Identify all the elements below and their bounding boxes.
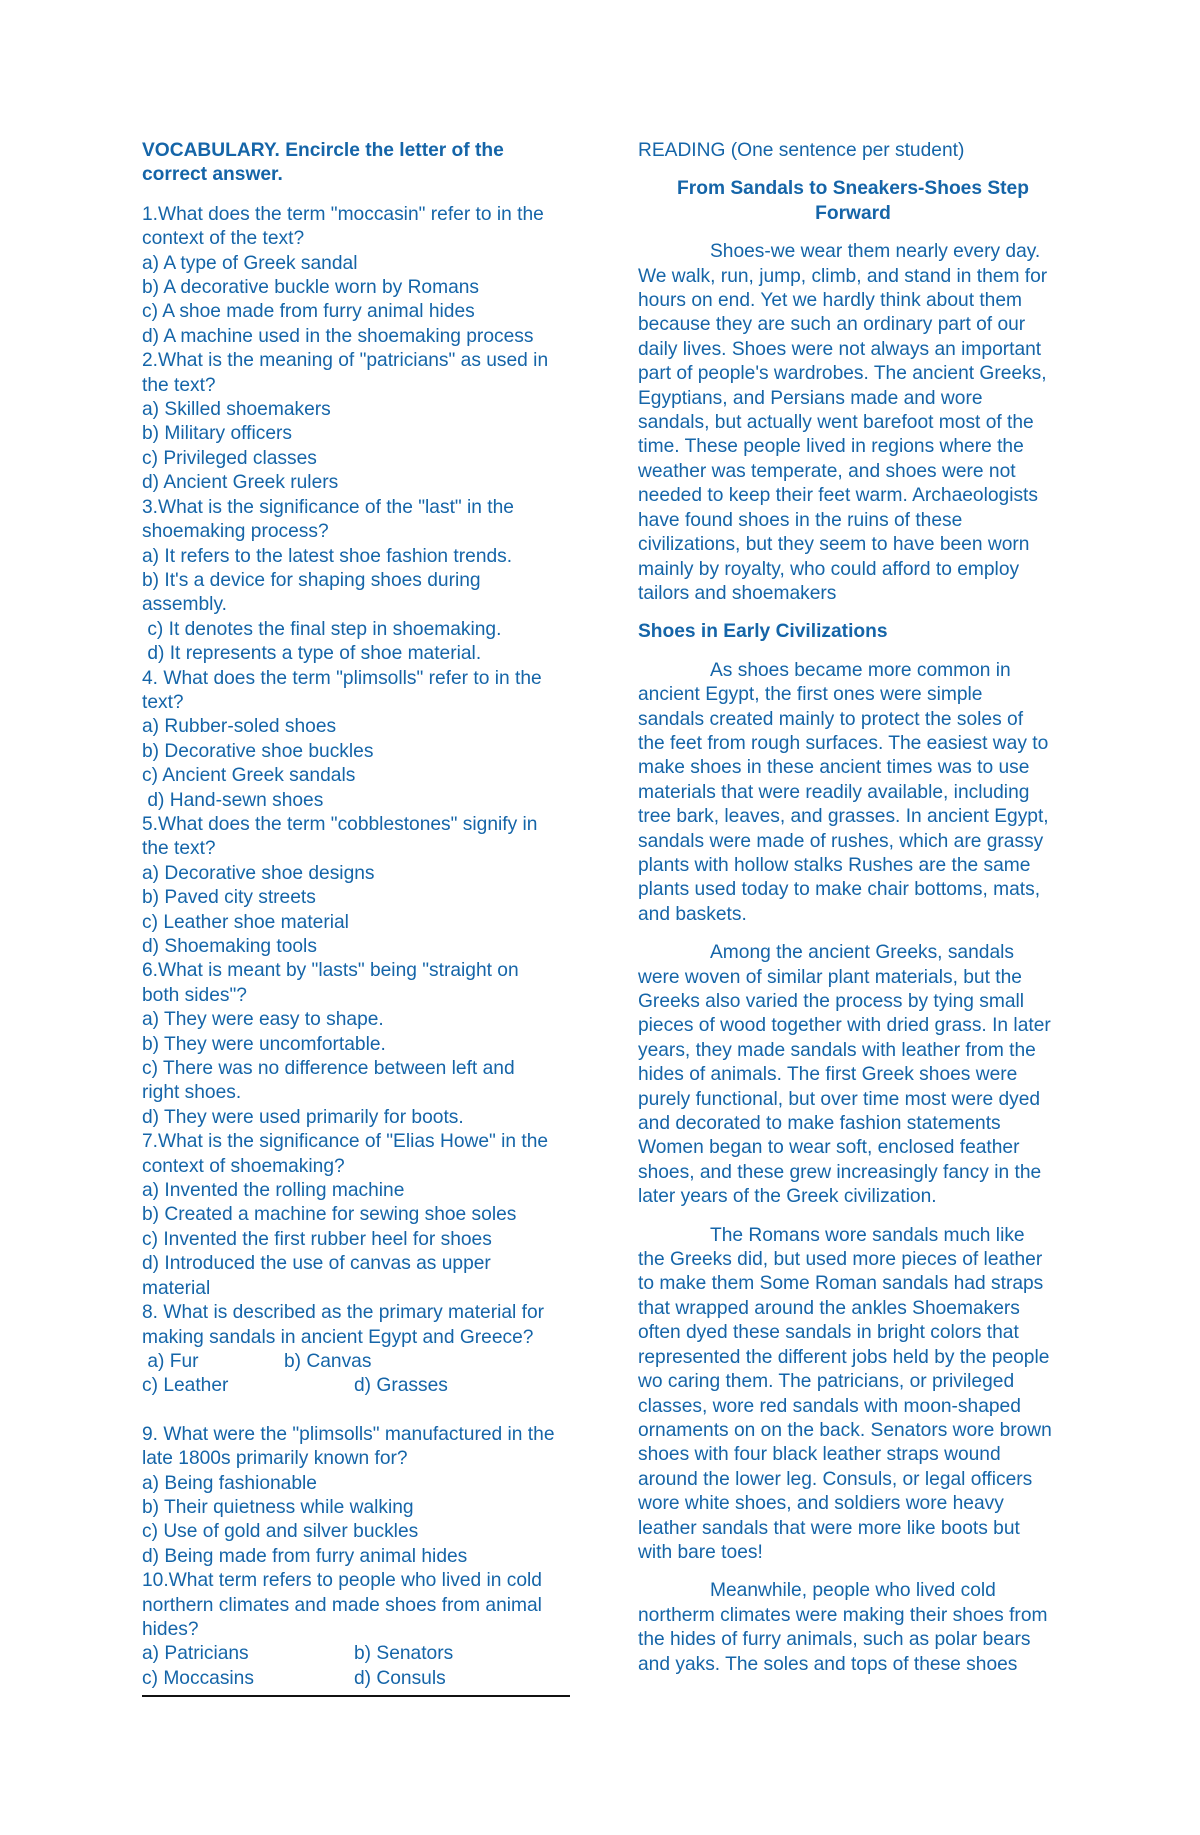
question-9 bbox=[142, 1423, 570, 1569]
answer-option: c) Leather bbox=[142, 1375, 229, 1397]
answer-option: c) Use of gold and silver buckles bbox=[142, 1521, 419, 1543]
question-stem: context of shoemaking? bbox=[142, 1155, 345, 1177]
answer-option: b) Their quietness while walking bbox=[142, 1496, 414, 1518]
answer-row bbox=[142, 1350, 570, 1374]
answer-option: a) Invented the rolling machine bbox=[142, 1180, 405, 1202]
answer-option: c) There was no difference between left and bbox=[142, 1058, 515, 1080]
answer-option: d) Hand-sewn shoes bbox=[142, 789, 324, 811]
reading-paragraph-3: Among the ancient Greeks, sandals were woven of similar plant materials, but the Greeks also varied the process by tying small pieces of wood together with dried grass. In later years, they made sandals with leather from the hides of animals. The first Greek shoes were purely functional, but over time most were dyed and decorated to make fashion statements Women began to wear soft, enclosed feather shoes, and these grew increasingly fancy in the later years of the Greek civilization. bbox=[638, 942, 1051, 1208]
reading-title: From Sandals to Sneakers-Shoes Step Forward bbox=[677, 178, 1029, 224]
answer-option: b) Decorative shoe buckles bbox=[142, 740, 374, 762]
answer-row bbox=[142, 1374, 570, 1398]
answer-option: b) Senators bbox=[354, 1643, 454, 1665]
question-stem: 6.What is meant by "lasts" being "straight on bbox=[142, 960, 519, 982]
reading-paragraph-5: Meanwhile, people who lived cold northerm climates were making their shoes from the hides of furry animals, such as polar bears and yaks. The soles and tops of these shoes bbox=[638, 1580, 1048, 1675]
question-stem: context of the text? bbox=[142, 228, 305, 250]
answer-option: a) They were easy to shape. bbox=[142, 1009, 384, 1031]
answer-option: c) Moccasins bbox=[142, 1667, 254, 1689]
answer-option: a) A type of Greek sandal bbox=[142, 252, 358, 274]
answer-option: b) They were uncomfortable. bbox=[142, 1033, 386, 1055]
answer-option: d) Consuls bbox=[354, 1667, 446, 1689]
answer-option: d) They were used primarily for boots. bbox=[142, 1106, 464, 1128]
answer-option: d) Shoemaking tools bbox=[142, 936, 317, 957]
answer-option: material bbox=[142, 1277, 211, 1299]
answer-option: a) Rubber-soled shoes bbox=[142, 716, 337, 738]
question-stem: 5.What does the term "cobblestones" signify in bbox=[142, 813, 538, 835]
answer-option: a) Decorative shoe designs bbox=[142, 862, 375, 884]
vocabulary-heading: VOCABULARY. Encircle the letter of the correct answer. bbox=[142, 140, 504, 186]
question-stem: late 1800s primarily known for? bbox=[142, 1448, 408, 1470]
answer-option: d) A machine used in the shoemaking process bbox=[142, 325, 534, 347]
answer-option: c) Leather shoe material bbox=[142, 911, 349, 933]
answer-option: a) Patricians bbox=[142, 1643, 249, 1665]
question-2 bbox=[142, 349, 570, 495]
answer-option: d) Grasses bbox=[354, 1375, 448, 1397]
question-8 bbox=[142, 1301, 570, 1399]
answer-option: d) Ancient Greek rulers bbox=[142, 472, 339, 494]
answer-option: b) A decorative buckle worn by Romans bbox=[142, 277, 480, 299]
question-stem: 9. What were the "plimsolls" manufactured in the bbox=[142, 1423, 555, 1445]
answer-option: c) It denotes the final step in shoemaking. bbox=[142, 618, 502, 640]
question-stem: 7.What is the significance of "Elias Howe" in the bbox=[142, 1131, 549, 1153]
answer-option: b) It's a device for shaping shoes during bbox=[142, 569, 481, 591]
answer-option: a) It refers to the latest shoe fashion trends. bbox=[142, 545, 513, 567]
answer-option: a) Skilled shoemakers bbox=[142, 399, 331, 421]
question-stem: 10.What term refers to people who lived in cold bbox=[142, 1570, 542, 1592]
reading-paragraph-2: As shoes became more common in ancient Egypt, the first ones were simple sandals created mainly to protect the soles of the feet from rough surfaces. The easiest way to make shoes in these ancient times was to use materials that were readily available, including tree bark, leaves, and grasses. In ancient Egypt, sandals were made of rushes, which are grassy plants with hollow stalks Rushes are the same plants used today to make chair bottoms, mats, and baskets. bbox=[638, 659, 1049, 925]
question-stem: text? bbox=[142, 691, 184, 713]
answer-row bbox=[142, 1667, 570, 1691]
question-stem: hides? bbox=[142, 1618, 199, 1640]
answer-option: d) Introduced the use of canvas as upper bbox=[142, 1253, 491, 1275]
question-stem: 3.What is the significance of the "last" in the bbox=[142, 496, 514, 518]
answer-option: a) Fur bbox=[142, 1350, 199, 1372]
question-stem: 4. What does the term "plimsolls" refer to in the bbox=[142, 667, 542, 689]
question-1 bbox=[142, 203, 570, 349]
question-10 bbox=[142, 1569, 570, 1691]
answer-option: b) Military officers bbox=[142, 423, 292, 445]
question-stem: 8. What is described as the primary material for bbox=[142, 1302, 545, 1324]
question-3 bbox=[142, 496, 570, 667]
answer-option: c) Ancient Greek sandals bbox=[142, 765, 356, 787]
answer-option: c) A shoe made from furry animal hides bbox=[142, 301, 475, 323]
answer-option: assembly. bbox=[142, 594, 227, 616]
vocabulary-section bbox=[142, 139, 570, 1691]
reading-label: READING (One sentence per student) bbox=[638, 140, 965, 161]
answer-option: b) Created a machine for sewing shoe soles bbox=[142, 1204, 517, 1226]
question-stem: the text? bbox=[142, 838, 216, 860]
section-divider-rule bbox=[142, 1695, 570, 1697]
reading-paragraph-1: Shoes-we wear them nearly every day. We walk, run, jump, climb, and stand in them for hours on end. Yet we hardly think about them because they are such an ordinary part of our daily lives. Shoes were not always an important part of people's wardrobes. The ancient Greeks, Egyptians, and Persians made and wore sandals, but actually went barefoot most of the time. These people lived in regions where the weather was temperate, and shoes were not needed to keep their feet warm. Archaeologists have found shoes in the ruins of these civilizations, but they seem to have been worn mainly by royalty, who could afford to employ tailors and shoemakers bbox=[638, 241, 1048, 604]
question-4 bbox=[142, 667, 570, 813]
answer-option: d) Being made from furry animal hides bbox=[142, 1545, 468, 1567]
answer-option: b) Paved city streets bbox=[142, 887, 316, 909]
answer-option: right shoes. bbox=[142, 1082, 242, 1104]
answer-option: b) Canvas bbox=[284, 1350, 372, 1372]
answer-option: c) Invented the first rubber heel for shoes bbox=[142, 1228, 492, 1250]
question-stem: making sandals in ancient Egypt and Greece? bbox=[142, 1326, 534, 1348]
question-stem: shoemaking process? bbox=[142, 521, 329, 543]
question-stem: 2.What is the meaning of "patricians" as used in bbox=[142, 350, 549, 372]
question-stem: northern climates and made shoes from animal bbox=[142, 1594, 542, 1616]
question-7 bbox=[142, 1130, 570, 1301]
answer-option: a) Being fashionable bbox=[142, 1472, 317, 1494]
answer-option: d) It represents a type of shoe material. bbox=[142, 643, 482, 665]
reading-subheading: Shoes in Early Civilizations bbox=[638, 621, 888, 643]
question-stem: 1.What does the term "moccasin" refer to in the bbox=[142, 203, 544, 225]
answer-row bbox=[142, 1642, 570, 1666]
question-5 bbox=[142, 813, 570, 959]
answer-option: c) Privileged classes bbox=[142, 447, 317, 469]
question-stem: both sides"? bbox=[142, 984, 247, 1006]
reading-paragraph-4: The Romans wore sandals much like the Greeks did, but used more pieces of leather to make them Some Roman sandals had straps that wrapped around the ankles Shoemakers often dyed these sandals in bright colors that represented the different jobs held by the people wo caring them. The patricians, or privileged classes, wore red sandals with moon-shaped ornaments on on the back. Senators wore brown shoes with four black leather straps wound around the lower leg. Consuls, or legal officers wore white shoes, and soldiers wore heavy leather sandals that were more like boots but with bare toes! bbox=[638, 1224, 1052, 1563]
question-6 bbox=[142, 959, 570, 1130]
question-stem: the text? bbox=[142, 374, 216, 396]
reading-section bbox=[638, 139, 1068, 1677]
